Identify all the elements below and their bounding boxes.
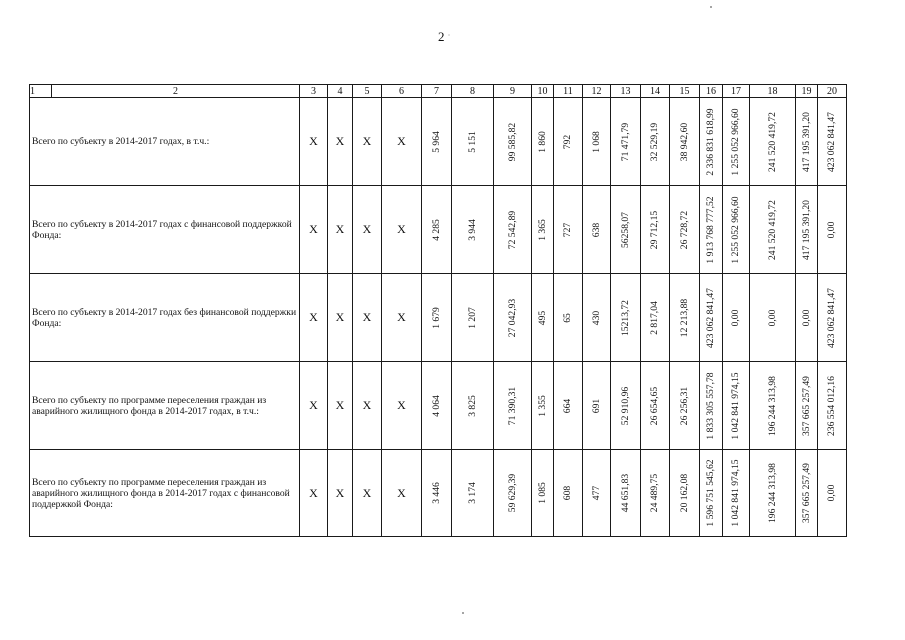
value-cell (583, 274, 611, 362)
value-cell (583, 362, 611, 450)
value-cell (750, 186, 796, 274)
value-text: 72 542,89 (506, 210, 518, 249)
value-text: 4 285 (430, 218, 442, 241)
value-text: 59 629,39 (506, 473, 518, 513)
value-cell (818, 274, 847, 362)
column-header-6: 6 (382, 85, 422, 98)
value-cell (723, 186, 750, 274)
cross-mark-cell: X (353, 98, 382, 186)
value-cell (750, 274, 796, 362)
value-cell (641, 186, 670, 274)
cross-mark-cell: X (382, 274, 422, 362)
value-text: 430 (590, 310, 602, 325)
value-cell (452, 98, 494, 186)
value-cell (554, 450, 583, 537)
value-cell (611, 274, 641, 362)
value-cell (796, 274, 818, 362)
value-text: 5 964 (430, 130, 442, 153)
value-text: 423 062 841,47 (826, 111, 837, 172)
value-cell (700, 362, 723, 450)
value-text: 1 255 052 966,60 (730, 195, 741, 264)
value-cell (750, 450, 796, 537)
cross-mark-cell: X (382, 98, 422, 186)
value-text: 608 (562, 485, 573, 501)
table-row (30, 274, 847, 362)
value-text: 196 244 313,98 (766, 463, 778, 523)
value-cell (796, 98, 818, 186)
cross-mark-cell: X (328, 274, 353, 362)
value-cell (583, 450, 611, 537)
table-row (30, 186, 847, 274)
value-cell (532, 362, 554, 450)
value-text: 2 336 831 618,99 (705, 107, 716, 176)
value-cell (494, 362, 532, 450)
value-text: 1 596 751 545,62 (705, 459, 716, 527)
value-cell (554, 362, 583, 450)
value-text: 423 062 841,47 (705, 287, 716, 348)
value-cell (494, 450, 532, 537)
value-cell (670, 98, 700, 186)
scan-speck (462, 612, 464, 614)
value-cell (670, 450, 700, 537)
value-cell (670, 362, 700, 450)
value-text: 241 520 419,72 (766, 199, 778, 260)
column-header-12: 12 (583, 85, 611, 98)
value-text: 1 042 841 974,15 (730, 371, 741, 440)
value-cell (723, 450, 750, 537)
column-header-2: 2 (52, 85, 300, 98)
value-cell (611, 362, 641, 450)
value-text: 71 471,79 (619, 122, 631, 161)
value-text: 417 195 391,20 (800, 111, 812, 172)
cross-mark-cell: X (353, 362, 382, 450)
value-text: 1 085 (536, 482, 548, 504)
value-cell (723, 362, 750, 450)
value-text: 357 665 257,49 (800, 463, 812, 523)
cross-mark-cell: X (300, 274, 328, 362)
value-text: 1 068 (590, 130, 602, 153)
cross-mark-cell: X (382, 186, 422, 274)
value-text: 24 489,75 (649, 473, 660, 513)
value-text: 99 585,82 (506, 122, 518, 161)
value-text: 664 (562, 398, 573, 413)
report-table (29, 84, 847, 537)
value-text: 12 213,88 (678, 298, 690, 337)
value-cell (796, 186, 818, 274)
cross-mark-cell: X (328, 450, 353, 537)
value-text: 792 (562, 134, 573, 149)
value-text: 423 062 841,47 (826, 287, 837, 348)
value-cell (670, 186, 700, 274)
cross-mark-cell: X (300, 98, 328, 186)
value-text: 3 446 (430, 482, 442, 504)
value-cell (422, 362, 452, 450)
value-cell (422, 98, 452, 186)
value-text: 495 (536, 310, 548, 325)
cross-mark-cell: X (353, 274, 382, 362)
row-label: Всего по субъекту в 2014-2017 годах без финансовой поддержки Фонда: (30, 274, 300, 362)
column-header-16: 16 (700, 85, 723, 98)
column-header-18: 18 (750, 85, 796, 98)
value-cell (452, 362, 494, 450)
value-cell (818, 98, 847, 186)
value-text: 27 042,93 (506, 298, 518, 337)
value-text: 0,00 (730, 309, 741, 326)
column-header-17: 17 (723, 85, 750, 98)
value-cell (641, 450, 670, 537)
value-text: 1 913 768 777,52 (705, 195, 716, 264)
value-cell (494, 274, 532, 362)
column-header-19: 19 (796, 85, 818, 98)
column-header-1: 1 (30, 85, 52, 98)
cross-mark-cell: X (382, 362, 422, 450)
column-header-3: 3 (300, 85, 328, 98)
value-text: 56258,07 (619, 211, 631, 248)
value-cell (583, 98, 611, 186)
value-cell (700, 274, 723, 362)
value-cell (818, 362, 847, 450)
value-cell (700, 450, 723, 537)
value-cell (750, 98, 796, 186)
value-cell (641, 362, 670, 450)
column-header-8: 8 (452, 85, 494, 98)
value-cell (554, 98, 583, 186)
value-text: 1 255 052 966,60 (730, 107, 741, 176)
value-text: 417 195 391,20 (800, 199, 812, 260)
column-header-13: 13 (611, 85, 641, 98)
value-cell (554, 186, 583, 274)
value-cell (583, 186, 611, 274)
cross-mark-cell: X (382, 450, 422, 537)
value-text: 0,00 (826, 484, 837, 502)
value-text: 638 (590, 222, 602, 237)
value-cell (818, 450, 847, 537)
value-text: 0,00 (766, 309, 778, 326)
value-text: 26 728,72 (678, 210, 690, 249)
value-text: 3 944 (466, 218, 478, 241)
value-cell (494, 98, 532, 186)
value-cell (611, 98, 641, 186)
table-row (30, 98, 847, 186)
cross-mark-cell: X (300, 362, 328, 450)
row-label: Всего по субъекту по программе переселения граждан из аварийного жилищного фонда в 2014-2017 годах с финансовой поддержкой Фонда: (30, 450, 300, 537)
value-text: 4 064 (430, 394, 442, 417)
cross-mark-cell: X (353, 450, 382, 537)
value-text: 1 679 (430, 306, 442, 329)
value-text: 2 817,04 (649, 300, 660, 335)
value-text: 32 529,19 (649, 122, 660, 161)
scan-speck (710, 6, 712, 8)
value-cell (452, 186, 494, 274)
cross-mark-cell: X (328, 98, 353, 186)
column-header-15: 15 (670, 85, 700, 98)
value-cell (554, 274, 583, 362)
value-text: 20 162,08 (678, 473, 690, 513)
column-header-7: 7 (422, 85, 452, 98)
value-text: 65 (562, 312, 573, 323)
column-header-11: 11 (554, 85, 583, 98)
value-text: 52 910,96 (619, 386, 631, 425)
value-cell (422, 274, 452, 362)
value-cell (750, 362, 796, 450)
value-text: 5 151 (466, 130, 478, 153)
cross-mark-cell: X (300, 450, 328, 537)
value-cell (796, 362, 818, 450)
column-header-4: 4 (328, 85, 353, 98)
value-text: 0,00 (800, 309, 812, 326)
value-text: 44 651,83 (619, 473, 631, 513)
value-text: 1 042 841 974,15 (730, 459, 741, 527)
value-cell (532, 274, 554, 362)
column-header-5: 5 (353, 85, 382, 98)
value-text: 26 654,65 (649, 386, 660, 425)
value-cell (641, 98, 670, 186)
cross-mark-cell: X (353, 186, 382, 274)
value-cell (611, 186, 641, 274)
value-text: 15213,72 (619, 299, 631, 336)
page-number: 2 ˙ (438, 29, 451, 44)
value-text: 1 355 (536, 394, 548, 417)
cross-mark-cell: X (300, 186, 328, 274)
value-cell (611, 450, 641, 537)
value-cell (641, 274, 670, 362)
value-text: 3 825 (466, 394, 478, 417)
value-cell (422, 186, 452, 274)
value-text: 727 (562, 222, 573, 237)
value-cell (494, 186, 532, 274)
column-header-10: 10 (532, 85, 554, 98)
value-text: 1 365 (536, 218, 548, 241)
row-label: Всего по субъекту в 2014-2017 годах, в т.ч.: (30, 98, 300, 186)
value-cell (818, 186, 847, 274)
value-text: 1 833 305 557,78 (705, 371, 716, 440)
table-row (30, 362, 847, 450)
column-header-14: 14 (641, 85, 670, 98)
column-header-20: 20 (818, 85, 847, 98)
header-row (30, 85, 847, 98)
row-label: Всего по субъекту в 2014-2017 годах с финансовой поддержкой Фонда: (30, 186, 300, 274)
value-cell (670, 274, 700, 362)
value-text: 29 712,15 (649, 210, 660, 249)
value-text: 3 174 (466, 482, 478, 504)
value-text: 691 (590, 398, 602, 413)
value-text: 196 244 313,98 (766, 375, 778, 436)
value-text: 0,00 (826, 221, 837, 238)
value-cell (452, 274, 494, 362)
value-text: 357 665 257,49 (800, 375, 812, 436)
cross-mark-cell: X (328, 362, 353, 450)
value-text: 71 390,31 (506, 386, 518, 425)
value-text: 477 (590, 485, 602, 501)
table-row (30, 450, 847, 537)
value-cell (723, 274, 750, 362)
value-cell (422, 450, 452, 537)
value-text: 1 207 (466, 306, 478, 329)
value-text: 241 520 419,72 (766, 111, 778, 172)
cross-mark-cell: X (328, 186, 353, 274)
value-cell (723, 98, 750, 186)
value-text: 38 942,60 (678, 122, 690, 161)
value-cell (796, 450, 818, 537)
row-label: Всего по субъекту по программе переселения граждан из аварийного жилищного фонда в 2014-2017 годах, в т.ч.: (30, 362, 300, 450)
value-text: 1 860 (536, 130, 548, 153)
column-header-9: 9 (494, 85, 532, 98)
value-cell (700, 186, 723, 274)
value-text: 26 256,31 (678, 386, 690, 425)
value-cell (532, 98, 554, 186)
value-cell (452, 450, 494, 537)
value-cell (532, 450, 554, 537)
value-text: 236 554 012,16 (826, 375, 837, 436)
value-cell (532, 186, 554, 274)
value-cell (700, 98, 723, 186)
